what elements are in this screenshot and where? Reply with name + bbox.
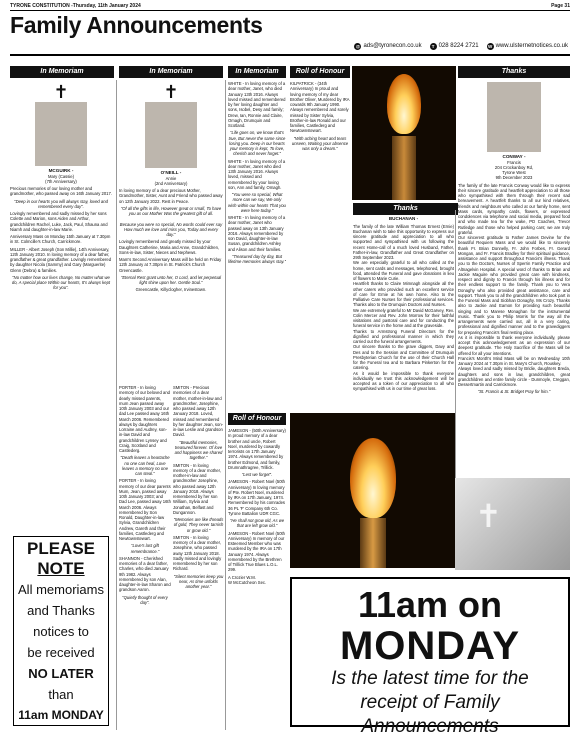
section-header-thanks-1: Thanks xyxy=(458,66,570,78)
candle-photo-large xyxy=(290,413,455,568)
notice-name: MCGUIRK - xyxy=(48,168,74,173)
memoriam-column-2 xyxy=(119,82,223,382)
notice-verse: "Eternal Rest grant unto her, O Lord, and let perpetual light shine upon her. Gentle Soul." xyxy=(120,274,222,286)
please-note-line: and Thanks xyxy=(27,603,95,618)
notice-verse: "Silent memories keep you near, As time unfolds another year." xyxy=(173,573,224,589)
masthead-rule xyxy=(10,54,570,56)
notice-body: JAMESON - (50th Anniversary) In proud memory of a dear brother and uncle, Robert Noel, murdered by cowardly terrorists on 17th January 1974. Always remembered by brother Edmond, and family, Drumnathragree, Trillick. xyxy=(228,428,286,470)
phone-number: 028 8224 2721 xyxy=(438,43,479,49)
bible-photo xyxy=(455,478,570,570)
top-rule xyxy=(10,10,570,11)
email-icon: @ xyxy=(355,43,361,49)
email-contact[interactable] xyxy=(354,43,421,51)
notice-body: PORTER - In loving memory of our dear parents Mum, Jean, passed away 10th January 2003; and Dad Lee, passed away 16th March 2006. Always remembered by Son Ronald, Daughter-in-law Sylvia, Grandchildren Andrew, Gareth and their families, Castlederg and Newtownstewart. xyxy=(119,478,171,541)
please-note-line: be received xyxy=(27,645,95,660)
notice-subtitle: Mary (Cassie) (7th Anniversary) xyxy=(45,173,77,184)
deadline-line: MONDAY xyxy=(339,624,521,668)
please-note-box xyxy=(13,536,109,726)
notice-body: SMITON - In loving memory of a dear mother, mother-in-law and grandmother Josephine, who passed away 12th January 2018. Always remembered by her son William, Sylvia and Jonathan, Belfast and Dungannon. xyxy=(173,462,221,515)
cross-icon: ✝ xyxy=(53,82,69,102)
cross-icon: ✝ xyxy=(475,498,502,534)
web-contact[interactable] xyxy=(487,43,568,51)
notice-signature: A Crozier W.M. W McCutcheon Sec. xyxy=(228,574,267,585)
running-header xyxy=(10,2,570,10)
notice-body: WHITE - In loving memory of a dear mother, Janet who died 13th January 2016. Always loved, missed and remembered by your loving son, Ann and family, Omagh. xyxy=(228,158,286,190)
web-address: www.ulsternetnotices.co.uk xyxy=(495,43,568,49)
column-divider xyxy=(225,80,226,730)
roll-of-honour-top xyxy=(290,81,350,201)
deadline-notice-box xyxy=(290,577,570,737)
notice-body: SMITON - Precious memories of a dear mother, mother-in-law and grandmother, Josephine, who passed away 12th January 2018. Loved, missed and remembered by her daughter Jean, son-in-law Leslie and grandson David. xyxy=(173,385,224,438)
memoriam-column-1 xyxy=(10,82,112,532)
portrait-photo xyxy=(35,102,87,166)
please-note-line: NOTE xyxy=(37,559,85,578)
please-note-line: than xyxy=(48,687,74,702)
please-note-line: 11am MONDAY xyxy=(18,708,104,722)
notice-name: O'NEILL - xyxy=(160,170,182,175)
section-header-memoriam-3: In Memoriam xyxy=(228,66,286,78)
notice-body: SHANNON - Cherished memories of a dear father, Charles, who died January 9th 1982. Always remembered by son Alan, daughter-in-law Sharon and grandson Aaron. xyxy=(119,555,171,593)
section-header-memoriam-2: In Memoriam xyxy=(119,66,223,78)
notice-verse: "Death leaves a heartache no one can heal, Love leaves a memory no one can steal." xyxy=(120,455,170,476)
notice-body: PORTER - In loving memory of our beloved and dearly missed parents, mum Jean passed away 10th January 2003 and our dad Lee passed away 16th March 2006. Remembered always by daughters Lorraine and Audrey, son-in-law David and grandchildren Lynsey and Craig, Scotland and Castlederg. xyxy=(119,385,170,453)
notice-family: Lovingly remembered and sadly missed by her sons Colette and Marion, sons Aiden and Arthur, grandchildren Rachel, Luke, Jack, Paul, Shauna and Niamh and daughter-in-law Marie. xyxy=(10,211,108,232)
column-divider xyxy=(116,80,117,730)
portrait-photo xyxy=(145,102,197,168)
notice-place: Greencastle, Killyclogher, Irvinestown. xyxy=(135,287,207,293)
notice-body: JAMESON - Robert Noel (50th Anniversary) In memory of our Esteemed Member who was murdered by the IRA on 17th January 1974. Always remembered by the Brethren of Trillick True Blues L.O.L. 299. xyxy=(228,530,286,573)
notice-subtitle: Francis 204 Crockanboy Rd, Tyrone West 9th December 2023 xyxy=(494,159,534,181)
notice-verse: "Deep in our hearts you will always stay, loved and remembered every day". xyxy=(14,198,108,209)
notice-body: SMITON - In loving memory of a dear mother, Josephine, who passed away 12th January 2018. Sadly missed and lovingly remembered by her son Richard. xyxy=(173,534,222,572)
notice-verse: "Lest we forget". xyxy=(241,472,273,477)
deadline-line: receipt of Family Announcements xyxy=(360,692,500,737)
section-header-memoriam-1: In Memoriam xyxy=(10,66,114,78)
page-title: Family Announcements xyxy=(10,12,263,38)
notice-subtitle: Annie (2nd Anniversary) xyxy=(154,175,188,186)
notice-verse: "Treasured day by day, But lifetime memories always stay." xyxy=(228,253,286,264)
notice-verse: "No matter how our lives change, No matter what we do, A special place Within our hearts, It's always kept for you". xyxy=(11,274,111,291)
web-icon: W xyxy=(488,43,493,49)
notice-body: MILLER - Albert Joseph (Son Millie), 14th Annivesary, 12th January 2010. In loving memory of a dear father, grandfather & great grandfather. Lovingly remembered by daughter Nicola (Sammy) and Gary (Marguerite) Glenn (Debra) & families. xyxy=(10,246,112,273)
notice-verse: "He shall not grow old, As we that are left grow old." xyxy=(229,518,285,529)
please-note-line: All memoriams xyxy=(18,582,104,597)
cross-icon: ✝ xyxy=(163,82,179,102)
notice-verse: "Memories are like threads of gold, They never tarnish or grow old." xyxy=(173,517,224,533)
email-address: ads@tyronecon.co.uk xyxy=(363,43,422,49)
page-number: Page 31 xyxy=(551,2,570,9)
notice-verse: "Of all the gifts in life, However great or small, To have you as our Mother Was the greatest gift of all. Because you were so special, No words could ever say How much we love and miss you, Today and every day." xyxy=(119,205,223,238)
roll-of-honour-column xyxy=(228,428,286,730)
candle-photo xyxy=(352,66,456,200)
notice-body: WHITE - In loving memory of a dear mother, Janet, who died January 13th 2016. Always loved missed and remembered by her loving daughter and sons, Isobel, Desy and family; Drew, Ian, Ronnie and Claire, Omagh, Drumquin and Scotland. xyxy=(228,81,286,128)
please-note-line: NO LATER xyxy=(28,666,94,681)
please-note-line: PLEASE xyxy=(26,539,96,558)
publication-date: TYRONE CONSTITUTION -Thursday, 11th January 2024 xyxy=(10,2,141,9)
notice-verse: "Life goes on, we know that's true, But never the same since losing you. Deep in our hearts your memory is kept, To love, cherish and never forget." xyxy=(228,130,286,157)
notice-body: Precious memories of our loving mother and grandmother, who passed away on 16th January 2017. xyxy=(10,186,112,197)
notice-body: The family of the late Francis Conway would like to express their sincere gratitude and heartfelt appreciation to all those who sympathised with them through their recent sad bereavement. A heartfelt thanks to all our kind relatives, friends and neighbours who called at our family home, sent Mass cards, sympathy cards, flowers, or expressed condolences via telephone and social media, prepared food and who made tea for the wake, PD Coaches, Trevor Rutledge and those who helped parking cars; we are truly grateful. Our sincerest gratitude to Father James Devine for the beautiful Requiem Mass and we would like to sincerely thank Fr. Brian Donnelly, Fr. John Forbes, Fr. Gerard Mongan, and Fr. Francis Bradley for their spiritual guidance, assistance and support throughout Francis's illness. Thank you to the Doctors, Nurses of Sperrin Family Practice and Altnagelvin Hospital. A special word of thanks to Brian and Jackie Maguire who provided great care with kindness, respect and dignity to Francis through his illness and for their endless support to the family. Thank you to Vera Donaghy who also provided great assistance, care and support. Thank you to all the grandchildren who took part in the Funeral Mass and Siobhan Donaghy. Ms Crozy. Thanks also to Jackie and Eamon for providing such beautiful singing and to Marese Monaghan for the instrumental music. Thank you to Philip Morris for the way all the arrangements were carried out, all in a very caring, professional and dignified manner and to the gravediggers for preparing Francis's final resting place. As it is impossible to thank everyone individually, please accept this acknowledgement as an expression of our deepest gratitude. The Holy Sacrifice of the Mass will be offered for all your intentions. Francis's Month's Mind Mass will be on Wednesday 10th January 2024 at 7.30pm in St. Mary's Church, Rouskey. Always loved and sadly missed by Bridie, daughters Breda, daughters and sons in law, grandchildren, great grandchildren and entire family circle - Dunmoyle, Creggan, Dessertmartin and Carrickmore. xyxy=(458,182,570,388)
memoriam-column-2b xyxy=(173,385,224,730)
section-header-roll-of-honour-1: Roll of Honour xyxy=(290,66,350,78)
deadline-line: Is the latest time for the xyxy=(331,668,529,689)
notice-verse: "You were so special, What more can we say, We only wish within our hearts That you were here today." xyxy=(228,192,286,213)
phone-icon: T xyxy=(430,43,437,50)
notice-body: WHITE - In loving memory of a dear mother, Janet who passed away on 13th January 2016. Always remembered by son David, daughter-in-law Susan, grandchildren Ashley and Alison and their families. xyxy=(228,215,286,252)
deadline-line: 11am on xyxy=(357,584,503,625)
portrait-photo xyxy=(487,82,541,152)
memoriam-column-3 xyxy=(228,81,286,411)
notice-verse: "Beautiful memories, treasured forever. Of love and happiness we shared together." xyxy=(174,439,223,461)
notice-body: In loving memory of a dear precious Mother, Grandmother, Sister, Aunt and Friend who passed away on 12th January 2022. Rest in Peace. xyxy=(119,188,223,204)
memoriam-column-2a xyxy=(119,385,171,730)
notice-body: JAMESON - Robert Noel (50th Anniversary) In loving memory of Pte. Robert Noel, murdered by IRA on 17th January, 1974. Remembered by his comrades 36 PL 'F' Company 6th Co. Tyrone Battalion UDR CGC. xyxy=(228,479,286,516)
contact-bar xyxy=(354,43,568,51)
notice-verse: "Love's last gift remembrance." xyxy=(130,543,160,554)
notice-name: CONWAY - xyxy=(502,154,526,159)
notice-body: The family of the late William Thomas Ernest (Ernie) Buchanan wish to take this opportunity to express our sincere gratitude and appreciation to all who supported and sympathised with us following the recent Home-call of a much loved Husband, Father, Father-in-law, Grandfather and Great Grandfather on 29th September 2023. We are especially grateful to all who called at the home, sent cards and messages, telephoned, brought food, attended the Funeral and gave donations in lieu of flowers to Marie Curie. Heartfelt thanks to Claire Mimnagh alongside all the other carers who provided such an excellent service of care for Ernie at his own home. Also to the Palliative Care Nurses for their professional services. Thanks also to the Drumquin Doctors and Nurses. We are extremely grateful to Mr David McGarvey, Rev. Colin Mercer and Rev. John Morrow for their faithful visitations and pastoral care and for conducting the funeral service in the home and at the graveside. Thanks to Armstrong Funeral Directors for the dignified and professional manner in which they carried out the funeral arrangements. Our sincere thanks to the grave diggers, Davy and Des and to the Session and Committee of Drumquin Presbyterian Church for the use of their Church Hall for the Funeral tea and to Barbara Pinkerton for the catering. As it would be impossible to thank everyone individually we trust this acknowledgement will be accepted as a token of our appreciation to all who sympathised with us in our time of great loss. xyxy=(353,223,454,392)
please-note-line: notices to xyxy=(33,624,89,639)
notice-family: Lovingly remembered and greatly missed by your Daughters Catherine, Maria and Anne, Grandchildren, Sons-in-law, Sister, Nieces and Nephews. xyxy=(119,239,220,255)
notice-body: KILPATRICK - (34th Anniversary) In proud and loving memory of my dear Brother Oliver, Murdered by IRA cowards 9th January 1990. Always remembered and sorely missed by Sister Sylvia, Brother-in-law Ronald and our families, Castlederg and Newtownstewart. xyxy=(290,81,350,134)
section-header-thanks-2: Thanks xyxy=(353,203,458,215)
notice-mass: Anniversary Mass on Monday 15th January at 7.30pm in St. Colmcille's Church, Carrickmore. xyxy=(10,234,111,245)
notice-name: BUCHANAN - xyxy=(388,216,419,221)
notice-mass: Mam's Second Anniversary Mass will be held on Friday 12th January at 7.30pm in St. Patrick's Church Greencastle. xyxy=(119,257,222,273)
phone-contact[interactable] xyxy=(430,43,479,51)
notice-verse: "With aching heart and tears unseen, Waiting your absence was only a dream." xyxy=(291,135,349,151)
notice-prayer: "St. Francis & St. Bridget Pray for him." xyxy=(477,389,551,395)
section-header-roll-of-honour-2: Roll of Honour xyxy=(228,413,286,425)
notice-verse: "Quietly thought of every day". xyxy=(122,594,168,605)
